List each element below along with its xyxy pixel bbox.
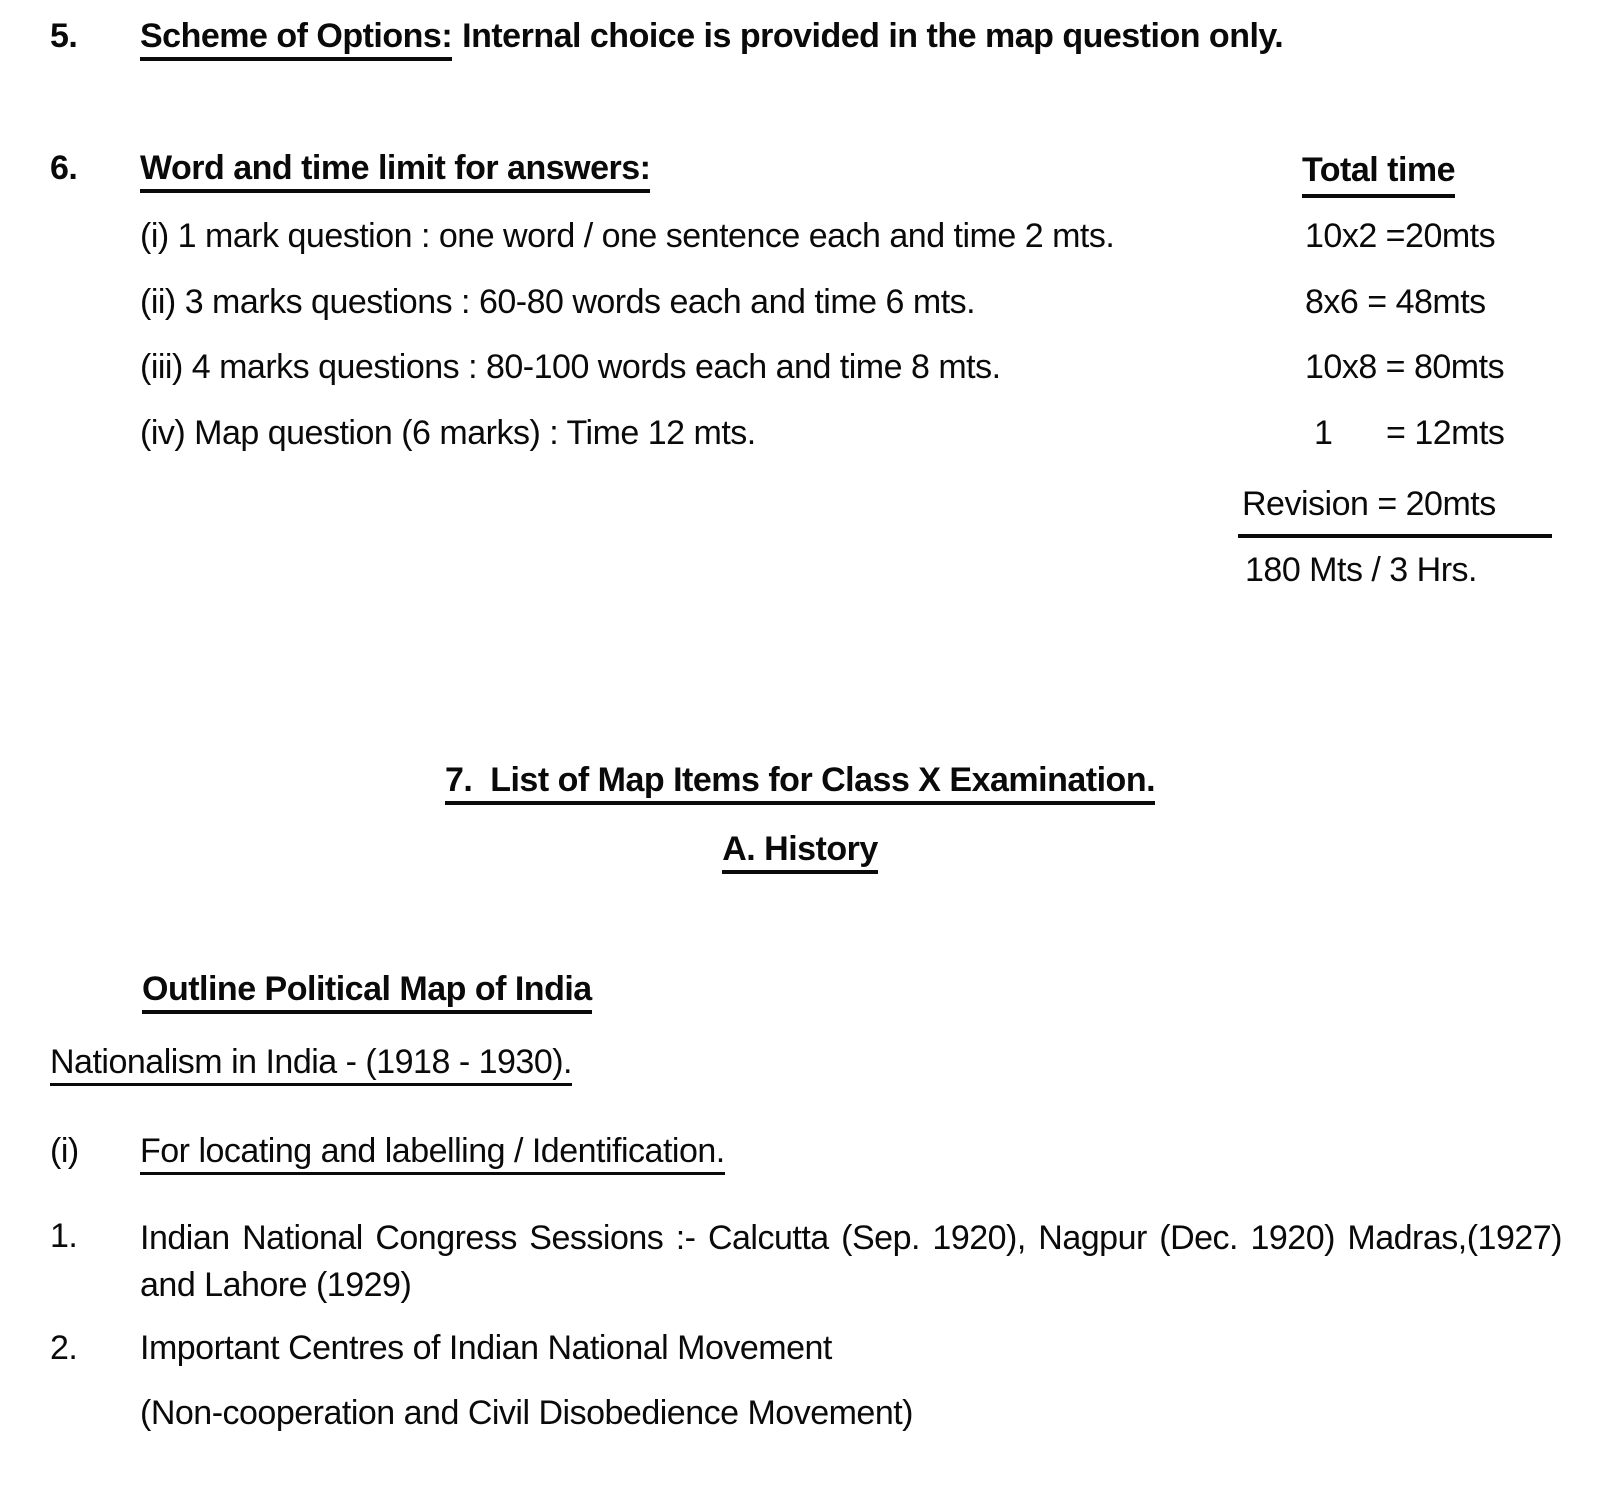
time-limit-row-2-value: 8x6 = 48mts <box>1305 283 1486 321</box>
map-list-item-1-number: 1. <box>50 1217 78 1255</box>
total-time-column-header: Total time <box>1302 149 1455 198</box>
scheme-of-options-heading: Scheme of Options: <box>140 17 452 61</box>
grand-total-time: 180 Mts / 3 Hrs. <box>1245 551 1477 589</box>
section-map-items-title-row <box>0 759 1600 802</box>
history-subtitle-row <box>0 828 1600 871</box>
locating-labelling-text: For locating and labelling / Identification. <box>140 1132 725 1175</box>
time-limit-row-4-label: (iv) Map question (6 marks) : Time 12 mts. <box>140 414 756 452</box>
time-limit-row-1-label: (i) 1 mark question : one word / one sentence each and time 2 mts. <box>140 217 1115 255</box>
section-5-number: 5. <box>50 17 78 55</box>
nationalism-topic: Nationalism in India - (1918 - 1930). <box>50 1043 572 1086</box>
word-time-limit-heading: Word and time limit for answers: <box>140 149 650 193</box>
time-limit-row-4-value: 1 = 12mts <box>1305 414 1505 452</box>
map-list-item-2-text: Important Centres of Indian National Movement <box>140 1329 832 1367</box>
scheme-of-options-text: Internal choice is provided in the map question only. <box>462 17 1284 55</box>
time-limit-row-2-label: (ii) 3 marks questions : 60-80 words each and time 6 mts. <box>140 283 976 321</box>
section-6-number: 6. <box>50 149 78 187</box>
map-list-item-1-text: Indian National Congress Sessions :- Calcutta (Sep. 1920), Nagpur (Dec. 1920) Madras,(1927) and Lahore (1929) <box>140 1219 1562 1304</box>
section-5-content <box>140 15 1560 58</box>
outline-map-heading-wrap <box>142 968 592 1011</box>
time-limit-row-3-label: (iii) 4 marks questions : 80-100 words each and time 8 mts. <box>140 348 1001 386</box>
locating-labelling-wrap <box>140 1130 1560 1173</box>
nationalism-topic-row <box>50 1041 572 1084</box>
time-limit-row-3-value: 10x8 = 80mts <box>1305 348 1505 386</box>
map-list-item-2-note: (Non-cooperation and Civil Disobedience Movement) <box>140 1394 914 1432</box>
revision-time-line: Revision = 20mts <box>1238 485 1552 538</box>
outline-map-heading: Outline Political Map of India <box>142 970 592 1014</box>
history-subtitle: A. History <box>722 830 878 874</box>
map-items-title: 7. List of Map Items for Class X Examination. <box>445 761 1155 805</box>
time-total-block <box>1238 485 1552 590</box>
map-list-item-2-number: 2. <box>50 1329 78 1367</box>
locating-labelling-number: (i) <box>50 1132 79 1170</box>
time-limit-row-1-value: 10x2 =20mts <box>1305 217 1496 255</box>
